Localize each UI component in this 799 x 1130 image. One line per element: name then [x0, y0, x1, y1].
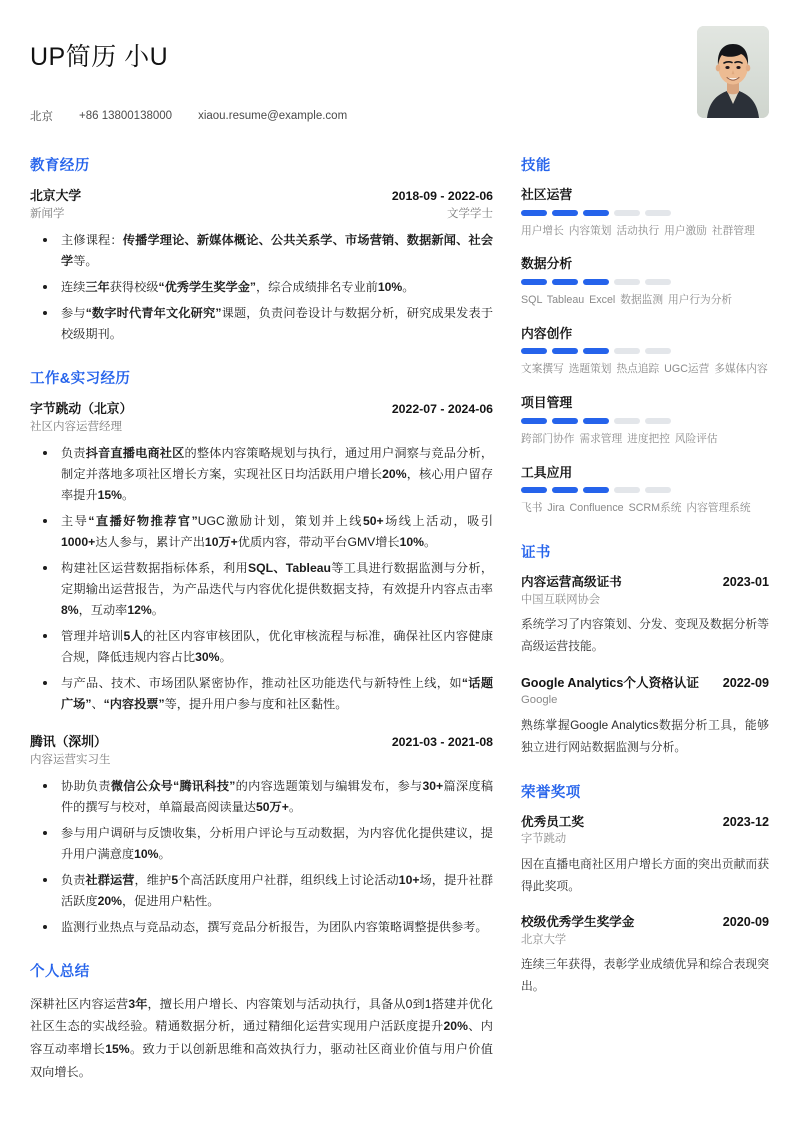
section-title-summary: 个人总结	[30, 963, 90, 980]
work-entry	[30, 400, 493, 715]
candidate-name: UP简历 小U	[30, 43, 169, 71]
list-item: 协助负责微信公众号“腾讯科技”的内容选题策划与编辑发布，参与30+篇深度稿件的撰写与校对，单篇最高阅读量达50万+。	[30, 776, 493, 818]
work-entry-head	[30, 400, 493, 419]
skill-item	[521, 465, 769, 519]
skill-tags: 用户增长 内容策划 活动执行 用户激励 社群管理	[521, 224, 755, 237]
certificate-item	[521, 675, 769, 759]
skill-name: 工具应用	[521, 464, 573, 480]
header-identity	[30, 26, 347, 124]
section-awards	[521, 781, 769, 999]
skill-item	[521, 326, 769, 380]
work-company: 字节跳动（北京）	[30, 401, 133, 416]
education-degree: 文学学士	[447, 207, 493, 220]
section-title-awards: 荣誉奖项	[521, 784, 581, 801]
skill-segment-empty	[645, 487, 671, 493]
award-head	[521, 914, 769, 932]
skill-name: 项目管理	[521, 395, 573, 411]
summary-text: 深耕社区内容运营3年，擅长用户增长、内容策划与活动执行，具备从0到1搭建并优化社区生态的实战经验。精通数据分析，通过精细化运营实现用户活跃度提升20%、内容互动率增长15%。致力于以创新思维和高效执行力，驱动社区商业价值与用户价值双向增长。	[30, 996, 493, 1079]
award-date: 2020-09	[722, 915, 769, 930]
certificate-name: Google Analytics个人资格认证	[521, 675, 699, 690]
skill-segment-filled	[552, 348, 578, 354]
skill-level-meter	[521, 279, 769, 285]
list-item: 监测行业热点与竞品动态，撰写竞品分析报告，为团队内容策略调整提供参考。	[30, 917, 493, 938]
section-title-skills: 技能	[521, 158, 551, 174]
profile-photo	[697, 26, 769, 118]
list-item: 主修课程：传播学理论、新媒体概论、公共关系学、市场营销、数据新闻、社会学等。	[30, 230, 493, 272]
work-bullet-list	[30, 443, 493, 715]
certificate-date: 2022-09	[722, 675, 769, 690]
main-column	[30, 154, 515, 1105]
section-title-certificates: 证书	[521, 545, 551, 562]
award-name: 校级优秀学生奖学金	[521, 915, 635, 930]
certificate-description: 熟练掌握Google Analytics数据分析工具，能够独立进行网站数据监测与分析。	[521, 717, 769, 754]
contact-email: xiaou.resume@example.com	[198, 110, 348, 122]
list-item: 负责社群运营，维护5个高活跃度用户社群，组织线上讨论活动10+场，提升社群活跃度20%，促进用户粘性。	[30, 870, 493, 912]
list-item: 与产品、技术、市场团队紧密协作，推动社区功能迭代与新特性上线，如“话题广场”、“内容投票”等，提升用户参与度和社区黏性。	[30, 673, 493, 715]
skill-segment-empty	[614, 418, 640, 424]
work-role: 内容运营实习生	[30, 753, 111, 766]
list-item: 参与“数字时代青年文化研究”课题，负责问卷设计与数据分析，研究成果发表于校级期刊。	[30, 303, 493, 345]
certificate-issuer: Google	[521, 694, 558, 707]
education-school: 北京大学	[30, 188, 82, 203]
skill-segment-empty	[614, 279, 640, 285]
work-dates: 2021-03 - 2021-08	[391, 734, 493, 749]
skill-segment-filled	[521, 210, 547, 216]
education-major: 新闻学	[30, 207, 65, 220]
education-entry	[30, 187, 493, 345]
skill-segment-empty	[614, 348, 640, 354]
education-entry-head	[30, 187, 493, 206]
section-certificates	[521, 541, 769, 759]
skill-tags: 飞书 Jira Confluence SCRM系统 内容管理系统	[521, 502, 751, 515]
skill-segment-filled	[583, 279, 609, 285]
skill-name: 数据分析	[521, 256, 573, 272]
list-item: 主导“直播好物推荐官”UGC激励计划，策划并上线50+场线上活动，吸引1000+达人参与，累计产出10万+优质内容，带动平台GMV增长10%。	[30, 511, 493, 553]
skill-segment-empty	[645, 210, 671, 216]
certificate-description: 系统学习了内容策划、分发、变现及数据分析等高级运营技能。	[521, 617, 769, 654]
work-bullet-list	[30, 776, 493, 938]
skill-level-meter	[521, 418, 769, 424]
work-entry	[30, 733, 493, 938]
work-dates: 2022-07 - 2024-06	[391, 402, 493, 416]
list-item: 连续三年获得校级“优秀学生奖学金”，综合成绩排名专业前10%。	[30, 277, 493, 298]
section-summary	[30, 960, 493, 1083]
skill-item	[521, 256, 769, 310]
skill-level-meter	[521, 487, 769, 493]
portrait-illustration	[697, 26, 769, 118]
award-item	[521, 814, 769, 898]
skill-segment-empty	[645, 279, 671, 285]
skill-segment-filled	[552, 210, 578, 216]
section-work-experience	[30, 367, 493, 938]
resume-body	[30, 154, 769, 1105]
work-entry-sub	[30, 752, 493, 769]
resume-header	[30, 26, 769, 124]
skill-name: 内容创作	[521, 325, 573, 341]
skill-segment-empty	[645, 418, 671, 424]
certificate-date: 2023-01	[722, 575, 769, 590]
skill-name: 社区运营	[521, 187, 573, 202]
award-issuer: 北京大学	[521, 933, 567, 946]
award-name: 优秀员工奖	[521, 814, 584, 829]
skill-segment-filled	[552, 279, 578, 285]
award-head	[521, 814, 769, 832]
list-item: 参与用户调研与反馈收集，分析用户评论与互动数据，为内容优化提供建议，提升用户满意度10%。	[30, 823, 493, 865]
skill-item	[521, 187, 769, 241]
education-bullet-list	[30, 230, 493, 345]
list-item: 管理并培训5人的社区内容审核团队，优化审核流程与标准，确保社区内容健康合规，降低违规内容占比30%。	[30, 626, 493, 668]
certificate-head	[521, 574, 769, 592]
work-company: 腾讯（深圳）	[30, 733, 107, 749]
sidebar-column	[515, 154, 769, 1020]
certificate-item	[521, 574, 769, 658]
skill-segment-filled	[521, 279, 547, 285]
work-entry-head	[30, 733, 493, 752]
skill-level-meter	[521, 210, 769, 216]
skill-tags: SQL Tableau Excel 数据监测 用户行为分析	[521, 294, 733, 307]
skill-segment-empty	[614, 487, 640, 493]
skill-segment-filled	[583, 487, 609, 493]
certificate-issuer: 中国互联网协会	[521, 593, 601, 606]
skill-segment-filled	[521, 348, 547, 354]
section-education	[30, 154, 493, 345]
skill-item	[521, 395, 769, 449]
award-description: 因在直播电商社区用户增长方面的突出贡献而获得此奖项。	[521, 856, 769, 893]
work-role: 社区内容运营经理	[30, 420, 122, 433]
skill-segment-filled	[583, 210, 609, 216]
education-dates: 2018-09 - 2022-06	[391, 189, 493, 203]
award-description: 连续三年获得，表彰学业成绩优异和综合表现突出。	[521, 957, 769, 994]
contact-location: 北京	[30, 111, 53, 123]
contact-phone: +86 13800138000	[79, 110, 173, 122]
award-date: 2023-12	[722, 814, 769, 829]
award-item	[521, 914, 769, 998]
skill-segment-filled	[583, 418, 609, 424]
skill-segment-filled	[583, 348, 609, 354]
skill-segment-filled	[552, 418, 578, 424]
skill-tags: 文案撰写 选题策划 热点追踪 UGC运营 多媒体内容	[521, 363, 768, 376]
list-item: 构建社区运营数据指标体系，利用SQL、Tableau等工具进行数据监测与分析，定期输出运营报告，为产品迭代与内容优化提供数据支持，有效提升内容点击率8%，互动率12%。	[30, 558, 493, 621]
section-title-education: 教育经历	[30, 158, 90, 174]
skill-segment-filled	[521, 418, 547, 424]
work-entry-sub	[30, 419, 493, 436]
contact-row	[30, 108, 347, 124]
skill-segment-empty	[614, 210, 640, 216]
skill-segment-filled	[552, 487, 578, 493]
skill-tags: 跨部门协作 需求管理 进度把控 风险评估	[521, 432, 718, 445]
certificate-head	[521, 675, 769, 693]
skill-segment-filled	[521, 487, 547, 493]
section-title-work: 工作&实习经历	[30, 371, 131, 387]
education-entry-sub	[30, 206, 493, 223]
list-item: 负责抖音直播电商社区的整体内容策略规划与执行，通过用户洞察与竞品分析，制定并落地多项社区增长方案，实现社区日均活跃用户增长20%，核心用户留存率提升15%。	[30, 443, 493, 506]
skill-segment-empty	[645, 348, 671, 354]
section-skills	[521, 154, 769, 519]
skill-level-meter	[521, 348, 769, 354]
award-issuer: 字节跳动	[521, 833, 567, 846]
certificate-name: 内容运营高级证书	[521, 575, 622, 590]
